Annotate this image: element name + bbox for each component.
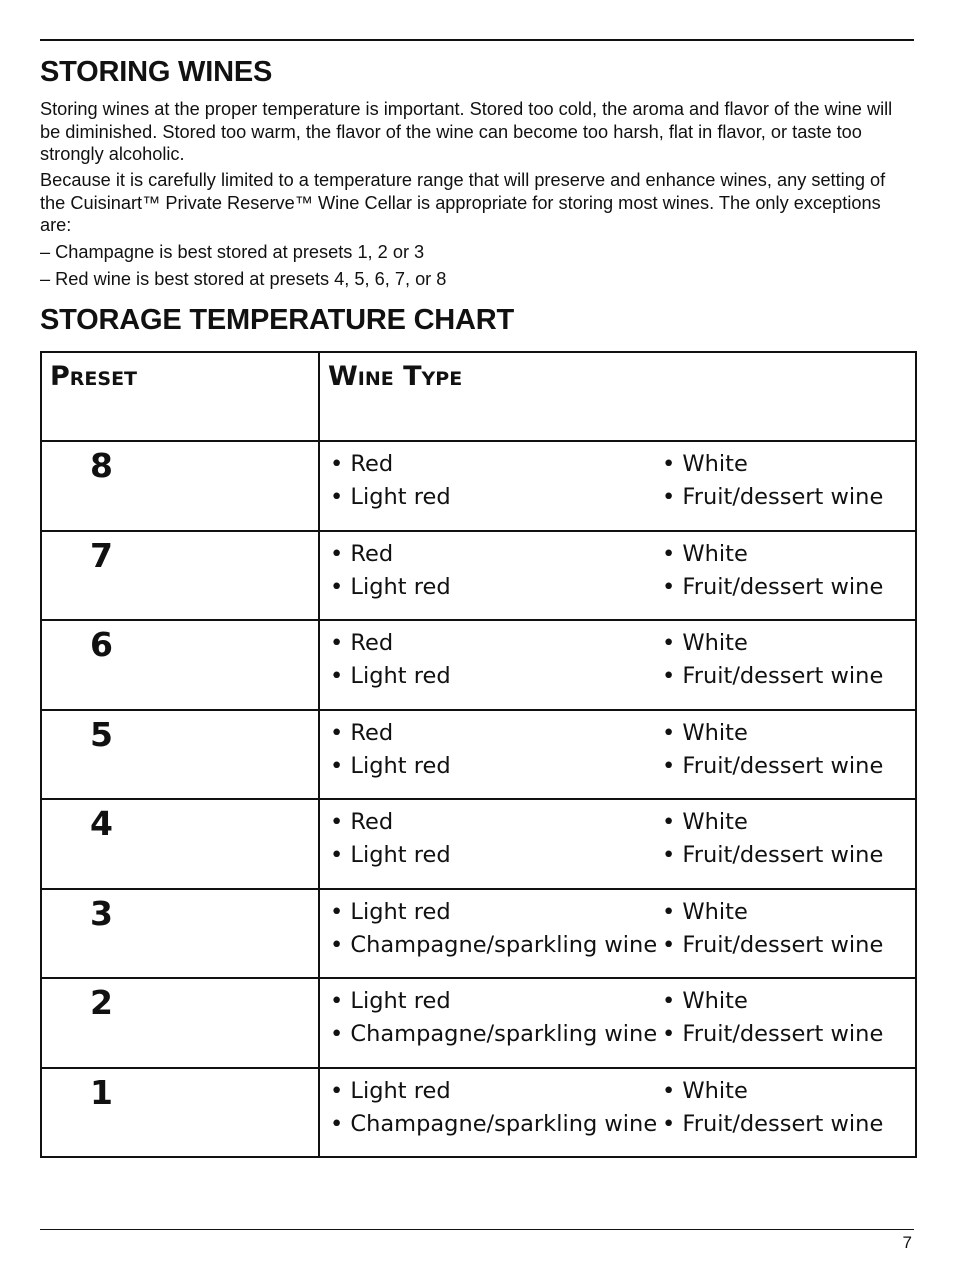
preset-number: 3 bbox=[90, 893, 113, 933]
table-row bbox=[41, 889, 916, 979]
section-heading-storing-wines: STORING WINES bbox=[40, 56, 273, 88]
wine-type-item: • Champagne/sparkling wine bbox=[330, 1110, 658, 1137]
wine-type-item: • Fruit/dessert wine bbox=[662, 1021, 884, 1047]
table-header-row bbox=[41, 352, 916, 441]
wine-type-item: • Champagne/sparkling wine bbox=[330, 1021, 658, 1047]
wine-type-item: • Fruit/dessert wine bbox=[662, 484, 884, 510]
wine-type-cell bbox=[319, 531, 916, 621]
table-row bbox=[41, 531, 916, 621]
preset-cell bbox=[41, 710, 319, 800]
wine-type-item: • Red bbox=[330, 809, 394, 835]
preset-number: 2 bbox=[90, 983, 113, 1022]
exception-champagne: – Champagne is best stored at presets 1, 2 or 3 bbox=[40, 242, 425, 262]
wine-type-item: • Light red bbox=[330, 842, 451, 868]
preset-number: 8 bbox=[90, 446, 113, 485]
wine-type-item: • White bbox=[662, 719, 748, 746]
wine-type-cell bbox=[319, 710, 916, 800]
wine-type-item: • Fruit/dessert wine bbox=[662, 1110, 884, 1137]
wine-type-item: • Champagne/sparkling wine bbox=[330, 931, 658, 958]
table-row bbox=[41, 620, 916, 710]
table-row bbox=[41, 441, 916, 531]
wine-type-item: • White bbox=[662, 898, 748, 925]
wine-type-item: • Light red bbox=[330, 898, 451, 925]
wine-type-item: • White bbox=[662, 809, 748, 835]
wine-type-item: • Light red bbox=[330, 1077, 451, 1104]
wine-type-item: • Red bbox=[330, 630, 394, 656]
wine-type-item: • White bbox=[662, 451, 748, 477]
wine-type-item: • White bbox=[662, 540, 748, 567]
wine-type-item: • Red bbox=[330, 719, 394, 746]
page-number: 7 bbox=[902, 1233, 912, 1252]
header-cell-wine-type bbox=[319, 352, 916, 441]
wine-type-item: • Light red bbox=[330, 988, 451, 1014]
paragraph-temperature-importance: Storing wines at the proper temperature is important. Stored too cold, the aroma and flavor of the wine will be diminished. Stored too warm, the flavor of the wine can become too harsh, flat in flavor, or taste too strongly alcoholic. bbox=[40, 99, 893, 165]
header-cell-preset bbox=[41, 352, 319, 441]
wine-type-cell bbox=[319, 978, 916, 1068]
preset-number: 1 bbox=[90, 1072, 113, 1112]
wine-type-item: • Light red bbox=[330, 484, 451, 510]
wine-type-cell bbox=[319, 799, 916, 889]
wine-type-cell bbox=[319, 1068, 916, 1158]
preset-number: 5 bbox=[90, 714, 113, 754]
preset-cell bbox=[41, 441, 319, 531]
preset-cell bbox=[41, 799, 319, 889]
preset-cell bbox=[41, 1068, 319, 1158]
top-divider bbox=[40, 39, 914, 41]
table-row bbox=[41, 1068, 916, 1158]
bottom-divider bbox=[40, 1229, 914, 1230]
preset-number: 7 bbox=[90, 535, 113, 575]
preset-number: 4 bbox=[90, 804, 113, 843]
preset-cell bbox=[41, 889, 319, 979]
preset-cell bbox=[41, 531, 319, 621]
header-wine-type-label: Wine Type bbox=[328, 361, 463, 392]
table-row bbox=[41, 710, 916, 800]
section-heading-storage-chart: STORAGE TEMPERATURE CHART bbox=[40, 304, 515, 336]
exception-red-wine: – Red wine is best stored at presets 4, 5, 6, 7, or 8 bbox=[40, 269, 447, 289]
wine-type-item: • Fruit/dessert wine bbox=[662, 573, 884, 600]
wine-type-item: • White bbox=[662, 1077, 748, 1104]
storage-temperature-table bbox=[40, 351, 917, 1158]
wine-type-item: • Light red bbox=[330, 573, 451, 600]
wine-type-cell bbox=[319, 620, 916, 710]
wine-type-item: • Light red bbox=[330, 663, 451, 689]
preset-number: 6 bbox=[90, 625, 113, 664]
table-row bbox=[41, 799, 916, 889]
wine-type-item: • Fruit/dessert wine bbox=[662, 752, 884, 779]
preset-cell bbox=[41, 978, 319, 1068]
wine-type-item: • Red bbox=[330, 451, 394, 477]
paragraph-temperature-range: Because it is carefully limited to a temperature range that will preserve and enhance wines, any setting of the Cuisinart™ Private Reserve™ Wine Cellar is appropriate for storing most wines. The only exceptions are: bbox=[40, 170, 886, 236]
wine-type-cell bbox=[319, 441, 916, 531]
wine-type-item: • Red bbox=[330, 540, 394, 567]
wine-type-item: • Fruit/dessert wine bbox=[662, 663, 884, 689]
wine-type-item: • Fruit/dessert wine bbox=[662, 931, 884, 958]
wine-type-item: • White bbox=[662, 988, 748, 1014]
preset-cell bbox=[41, 620, 319, 710]
wine-type-item: • Fruit/dessert wine bbox=[662, 842, 884, 868]
header-preset-label: Preset bbox=[50, 361, 138, 392]
table-row bbox=[41, 978, 916, 1068]
wine-type-item: • Light red bbox=[330, 752, 451, 779]
wine-type-cell bbox=[319, 889, 916, 979]
wine-type-item: • White bbox=[662, 630, 748, 656]
